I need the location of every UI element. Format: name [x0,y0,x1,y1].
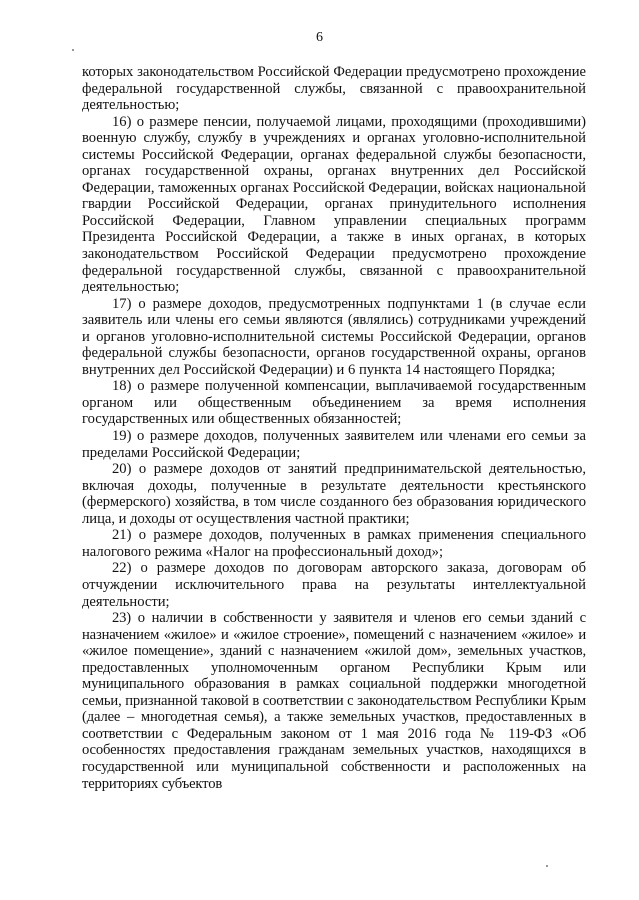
document-body [82,64,586,792]
paragraph-continuation: которых законодательством Российской Федерации предусмотрено прохождение федеральной государственной службы, связанной с правоохранительной деятельностью; [82,64,586,114]
paragraph-item-16: 16) о размере пенсии, получаемой лицами, проходящими (проходившими) военную службу, службу в учреждениях и органах уголовно-исполнительной системы Российской Федерации, органах федеральной службы безопасности, органах государственной охраны, органах внутренних дел Российской Федерации, таможенных органах Российской Федерации, войсках национальной гвардии Российской Федерации, органах принудительного исполнения Российской Федерации, Главном управлении специальных программ Президента Российской Федерации, а также в иных органах, в которых законодательством Российской Федерации предусмотрено прохождение федеральной государственной службы, связанной с правоохранительной деятельностью; [82,113,586,296]
paragraph-item-18: 18) о размере полученной компенсации, выплачиваемой государственным органом или общественным объединением за время исполнения государственных или общественных обязанностей; [82,378,586,428]
page-number: 6 [316,30,323,45]
paragraph-item-22: 22) о размере доходов по договорам авторского заказа, договорам об отчуждении исключительного права на результаты интеллектуальной деятельности; [82,560,586,610]
paragraph-item-19: 19) о размере доходов, полученных заявителем или членами его семьи за пределами Российской Федерации; [82,428,586,461]
paragraph-item-23: 23) о наличии в собственности у заявителя и членов его семьи зданий с назначением «жилое» и «жилое строение», помещений с назначением «жилое» и «жилое помещение», зданий с назначением «жилой дом», земельных участков, предоставленных уполномоченным органом Республики Крым или муниципального образования в рамках социальной поддержки многодетной семьи, признанной таковой в соответствии с законодательством Республики Крым (далее – многодетная семья), а также земельных участков, предоставленных в соответствии с Федеральным законом от 1 мая 2016 года № 119-ФЗ «Об особенностях предоставления гражданам земельных участков, находящихся в государственной или муниципальной собственности и расположенных на территориях субъектов [82,610,586,792]
scan-speck [72,49,74,51]
scan-speck [546,865,548,867]
paragraph-item-17: 17) о размере доходов, предусмотренных подпунктами 1 (в случае если заявитель или члены его семьи являются (являлись) сотрудниками учреждений и органов уголовно-исполнительной системы Российской Федерации, органов федеральной службы безопасности, органов государственной охраны, органов внутренних дел Российской Федерации) и 6 пункта 14 настоящего Порядка; [82,295,586,378]
paragraph-item-20: 20) о размере доходов от занятий предпринимательской деятельностью, включая доходы, полученные в результате деятельности крестьянского (фермерского) хозяйства, в том числе созданного без образования юридического лица, и доходы от осуществления частной практики; [82,461,586,527]
paragraph-item-21: 21) о размере доходов, полученных в рамках применения специального налогового режима «Налог на профессиональный доход»; [82,527,586,560]
